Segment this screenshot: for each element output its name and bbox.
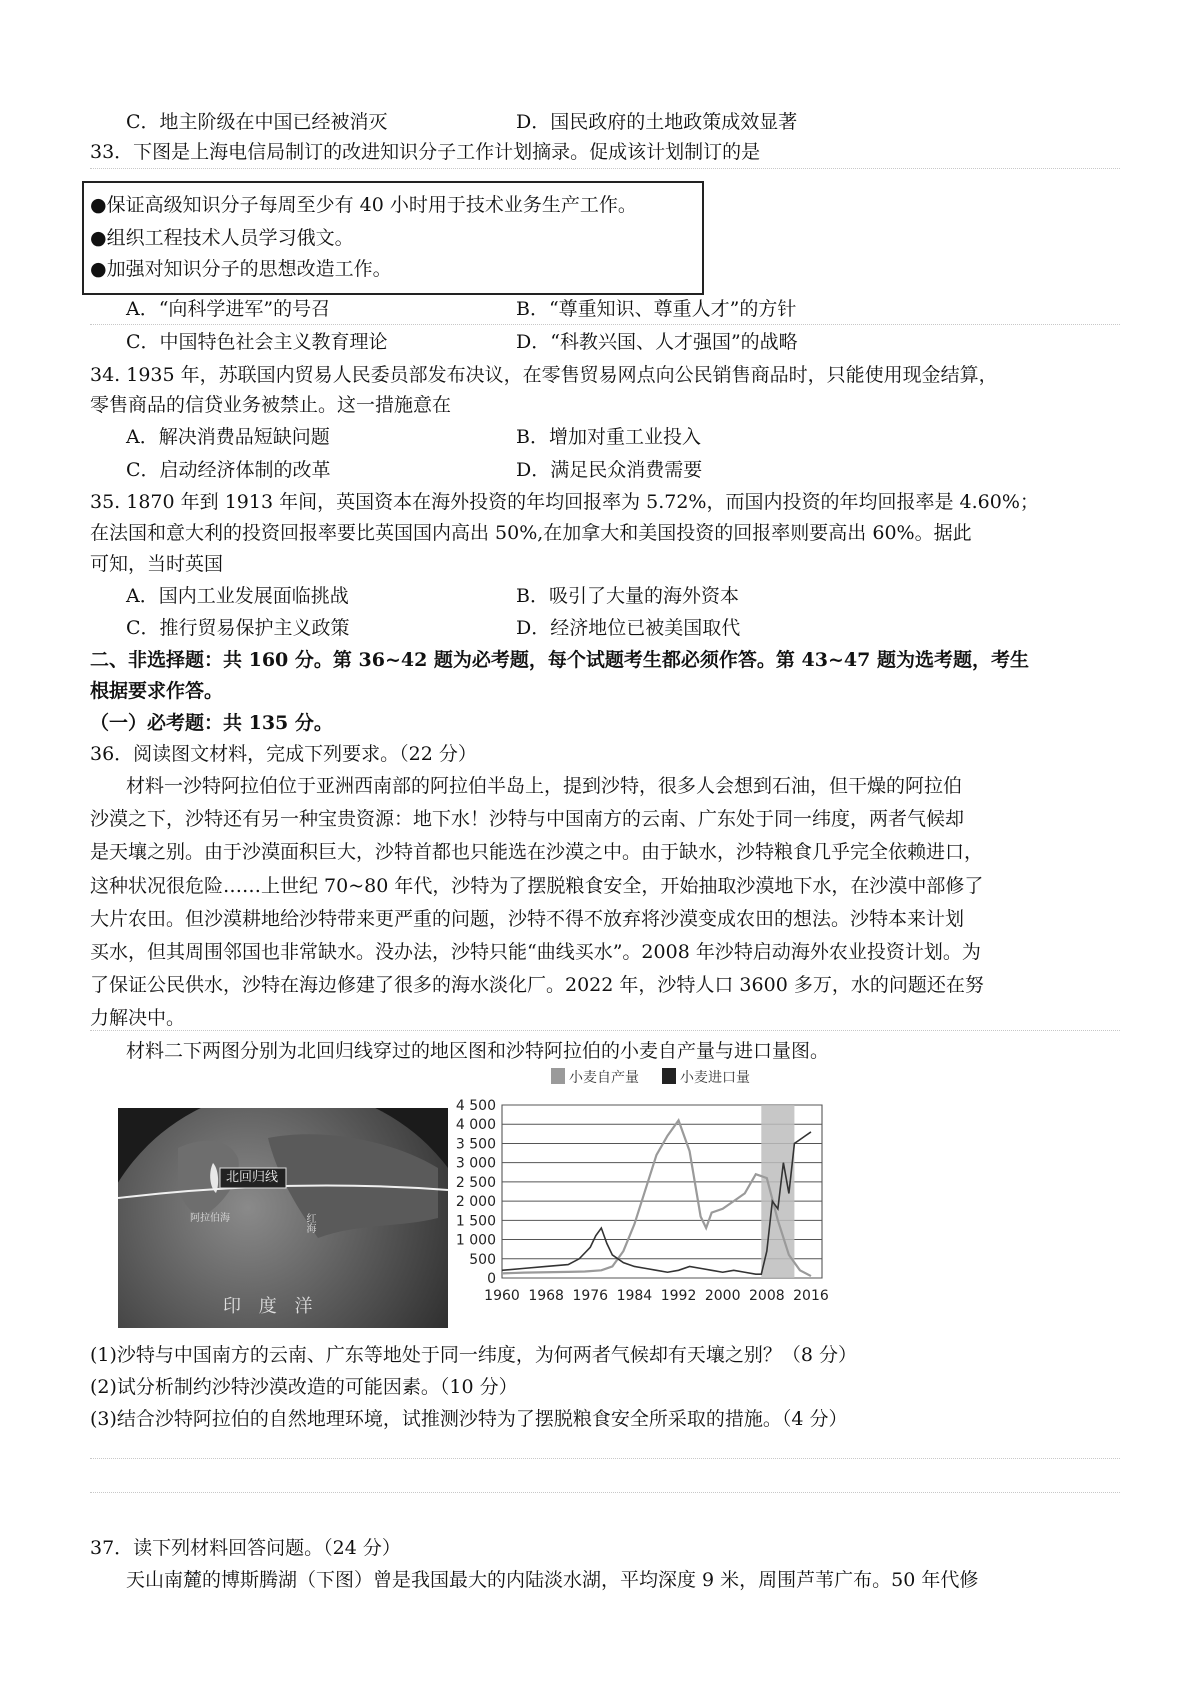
q34-option-c: C．启动经济体制的改革 [126,459,331,481]
q33-option-d: D．“科教兴国、人才强国”的战略 [516,331,798,353]
q36-material-line: 了保证公民供水，沙特在海边修建了很多的海水淡化厂。2022 年，沙特人口 3600 多万，水的问题还在努 [90,974,984,996]
q34-option-d: D．满足民众消费需要 [516,459,703,481]
y-tick-label: 2 500 [455,1174,496,1191]
y-tick-label: 4 000 [455,1117,496,1134]
tropic-map-figure [118,1108,448,1328]
q34-option-b: B．增加对重工业投入 [516,426,701,448]
section-heading: 根据要求作答。 [90,680,224,702]
q36-subquestion-1: (1)沙特与中国南方的云南、广东等地处于同一纬度，为何两者气候却有天壤之别？（8 分） [90,1344,858,1366]
sea-label: 红海 [304,1213,315,1233]
q35-line: 在法国和意大利的投资回报率要比英国国内高出 50%,在加拿大和美国投资的回报率则要高出 60%。据此 [90,522,972,544]
q34-line: 零售商品的信贷业务被禁止。这一措施意在 [90,394,452,416]
y-tick-label: 1 500 [455,1213,496,1230]
q36-material-line: 沙漠之下，沙特还有另一种宝贵资源：地下水！沙特与中国南方的云南、广东处于同一纬度，两者气候却 [90,808,965,830]
x-tick-label: 2016 [793,1288,829,1304]
q37-stem: 37．读下列材料回答问题。（24 分） [90,1537,401,1559]
dotted-divider [90,168,1120,169]
q34-line: 34. 1935 年，苏联国内贸易人民委员部发布决议，在零售贸易网点向公民销售商品时，只能使用现金结算， [90,364,998,386]
sea-label: 阿拉伯海 [190,1213,230,1224]
q34-option-a: A．解决消费品短缺问题 [126,426,330,448]
q32-option-d: D．国民政府的土地政策成效显著 [516,111,798,133]
q36-material-line: 是天壤之别。由于沙漠面积巨大，沙特首都也只能选在沙漠之中。由于缺水，沙特粮食几乎完全依赖进口， [90,841,984,863]
section-heading: 二、非选择题：共 160 分。第 36~42 题为必考题，每个试题考生都必须作答。第 43~47 题为选考题，考生 [90,649,1029,671]
q33-option-b: B．“尊重知识、尊重人才”的方针 [516,298,797,320]
x-tick-label: 1984 [616,1288,653,1304]
q33-bullet: ●保证高级知识分子每周至少有 40 小时用于技术业务生产工作。 [90,194,637,216]
q36-subquestion-2: (2)试分析制约沙特沙漠改造的可能因素。（10 分） [90,1376,518,1398]
q36-material-line: 材料一沙特阿拉伯位于亚洲西南部的阿拉伯半岛上，提到沙特，很多人会想到石油，但干燥的阿拉伯 [126,775,963,797]
tropic-label: 北回归线 [226,1170,279,1185]
q36-material-2: 材料二下两图分别为北回归线穿过的地区图和沙特阿拉伯的小麦自产量与进口量图。 [126,1040,830,1062]
y-tick-label: 3 500 [455,1136,496,1153]
q35-option-d: D．经济地位已被美国取代 [516,617,741,639]
legend-label-production: 小麦自产量 [569,1070,639,1086]
y-tick-label: 0 [487,1271,496,1287]
dotted-divider [90,1458,1120,1459]
q33-option-c: C．中国特色社会主义教育理论 [126,331,388,353]
q33-bullet: ●组织工程技术人员学习俄文。 [90,227,354,249]
q36-material-line: 这种状况很危险……上世纪 70~80 年代，沙特为了摆脱粮食安全，开始抽取沙漠地下水，在沙漠中部修了 [90,875,984,897]
q33-option-a: A．“向科学进军”的号召 [126,298,331,320]
q35-option-a: A．国内工业发展面临挑战 [126,585,349,607]
q35-option-b: B．吸引了大量的海外资本 [516,585,739,607]
q36-material-line: 力解决中。 [90,1007,186,1029]
y-tick-label: 3 000 [455,1155,496,1172]
x-tick-label: 1968 [528,1288,564,1304]
legend-swatch-import [662,1068,676,1084]
q33-stem: 33．下图是上海电信局制订的改进知识分子工作计划摘录。促成该计划制订的是 [90,141,761,163]
legend-label-import: 小麦进口量 [680,1070,750,1086]
y-tick-label: 500 [469,1251,496,1268]
y-tick-label: 1 000 [455,1232,496,1249]
q37-line: 天山南麓的博斯腾湖（下图）曾是我国最大的内陆淡水湖，平均深度 9 米，周围芦苇广布。50 年代修 [126,1569,979,1591]
x-tick-label: 1960 [484,1288,520,1304]
q36-subquestion-3: (3)结合沙特阿拉伯的自然地理环境，试推测沙特为了摆脱粮食安全所采取的措施。（4 分） [90,1408,848,1430]
legend-swatch-production [551,1068,565,1084]
x-tick-label: 1992 [660,1288,697,1304]
dotted-divider [90,324,1120,325]
q35-line: 35. 1870 年到 1913 年间，英国资本在海外投资的年均回报率为 5.72%，而国内投资的年均回报率是 4.60%； [90,491,1039,513]
x-tick-label: 1976 [572,1288,609,1304]
dotted-divider [90,1030,1120,1031]
wheat-chart [440,1058,910,1358]
dotted-divider [90,1492,1120,1493]
q36-material-line: 大片农田。但沙漠耕地给沙特带来更严重的问题，沙特不得不放弃将沙漠变成农田的想法。沙特本来计划 [90,908,965,930]
y-tick-label: 4 500 [455,1098,496,1114]
q36-material-line: 买水，但其周围邻国也非常缺水。没办法，沙特只能“曲线买水”。2008 年沙特启动海外农业投资计划。为 [90,941,981,963]
x-tick-label: 2000 [704,1288,741,1304]
y-tick-label: 2 000 [455,1194,496,1211]
x-tick-label: 2008 [749,1288,785,1304]
q35-line: 可知，当时英国 [90,553,224,575]
q32-option-c: C．地主阶级在中国已经被消灭 [126,111,388,133]
q36-stem: 36．阅读图文材料，完成下列要求。（22 分） [90,743,477,765]
q35-option-c: C．推行贸易保护主义政策 [126,617,350,639]
ocean-label: 印 度 洋 [223,1296,319,1317]
subsection-heading: （一）必考题：共 135 分。 [90,712,333,734]
q33-bullet: ●加强对知识分子的思想改造工作。 [90,258,392,280]
